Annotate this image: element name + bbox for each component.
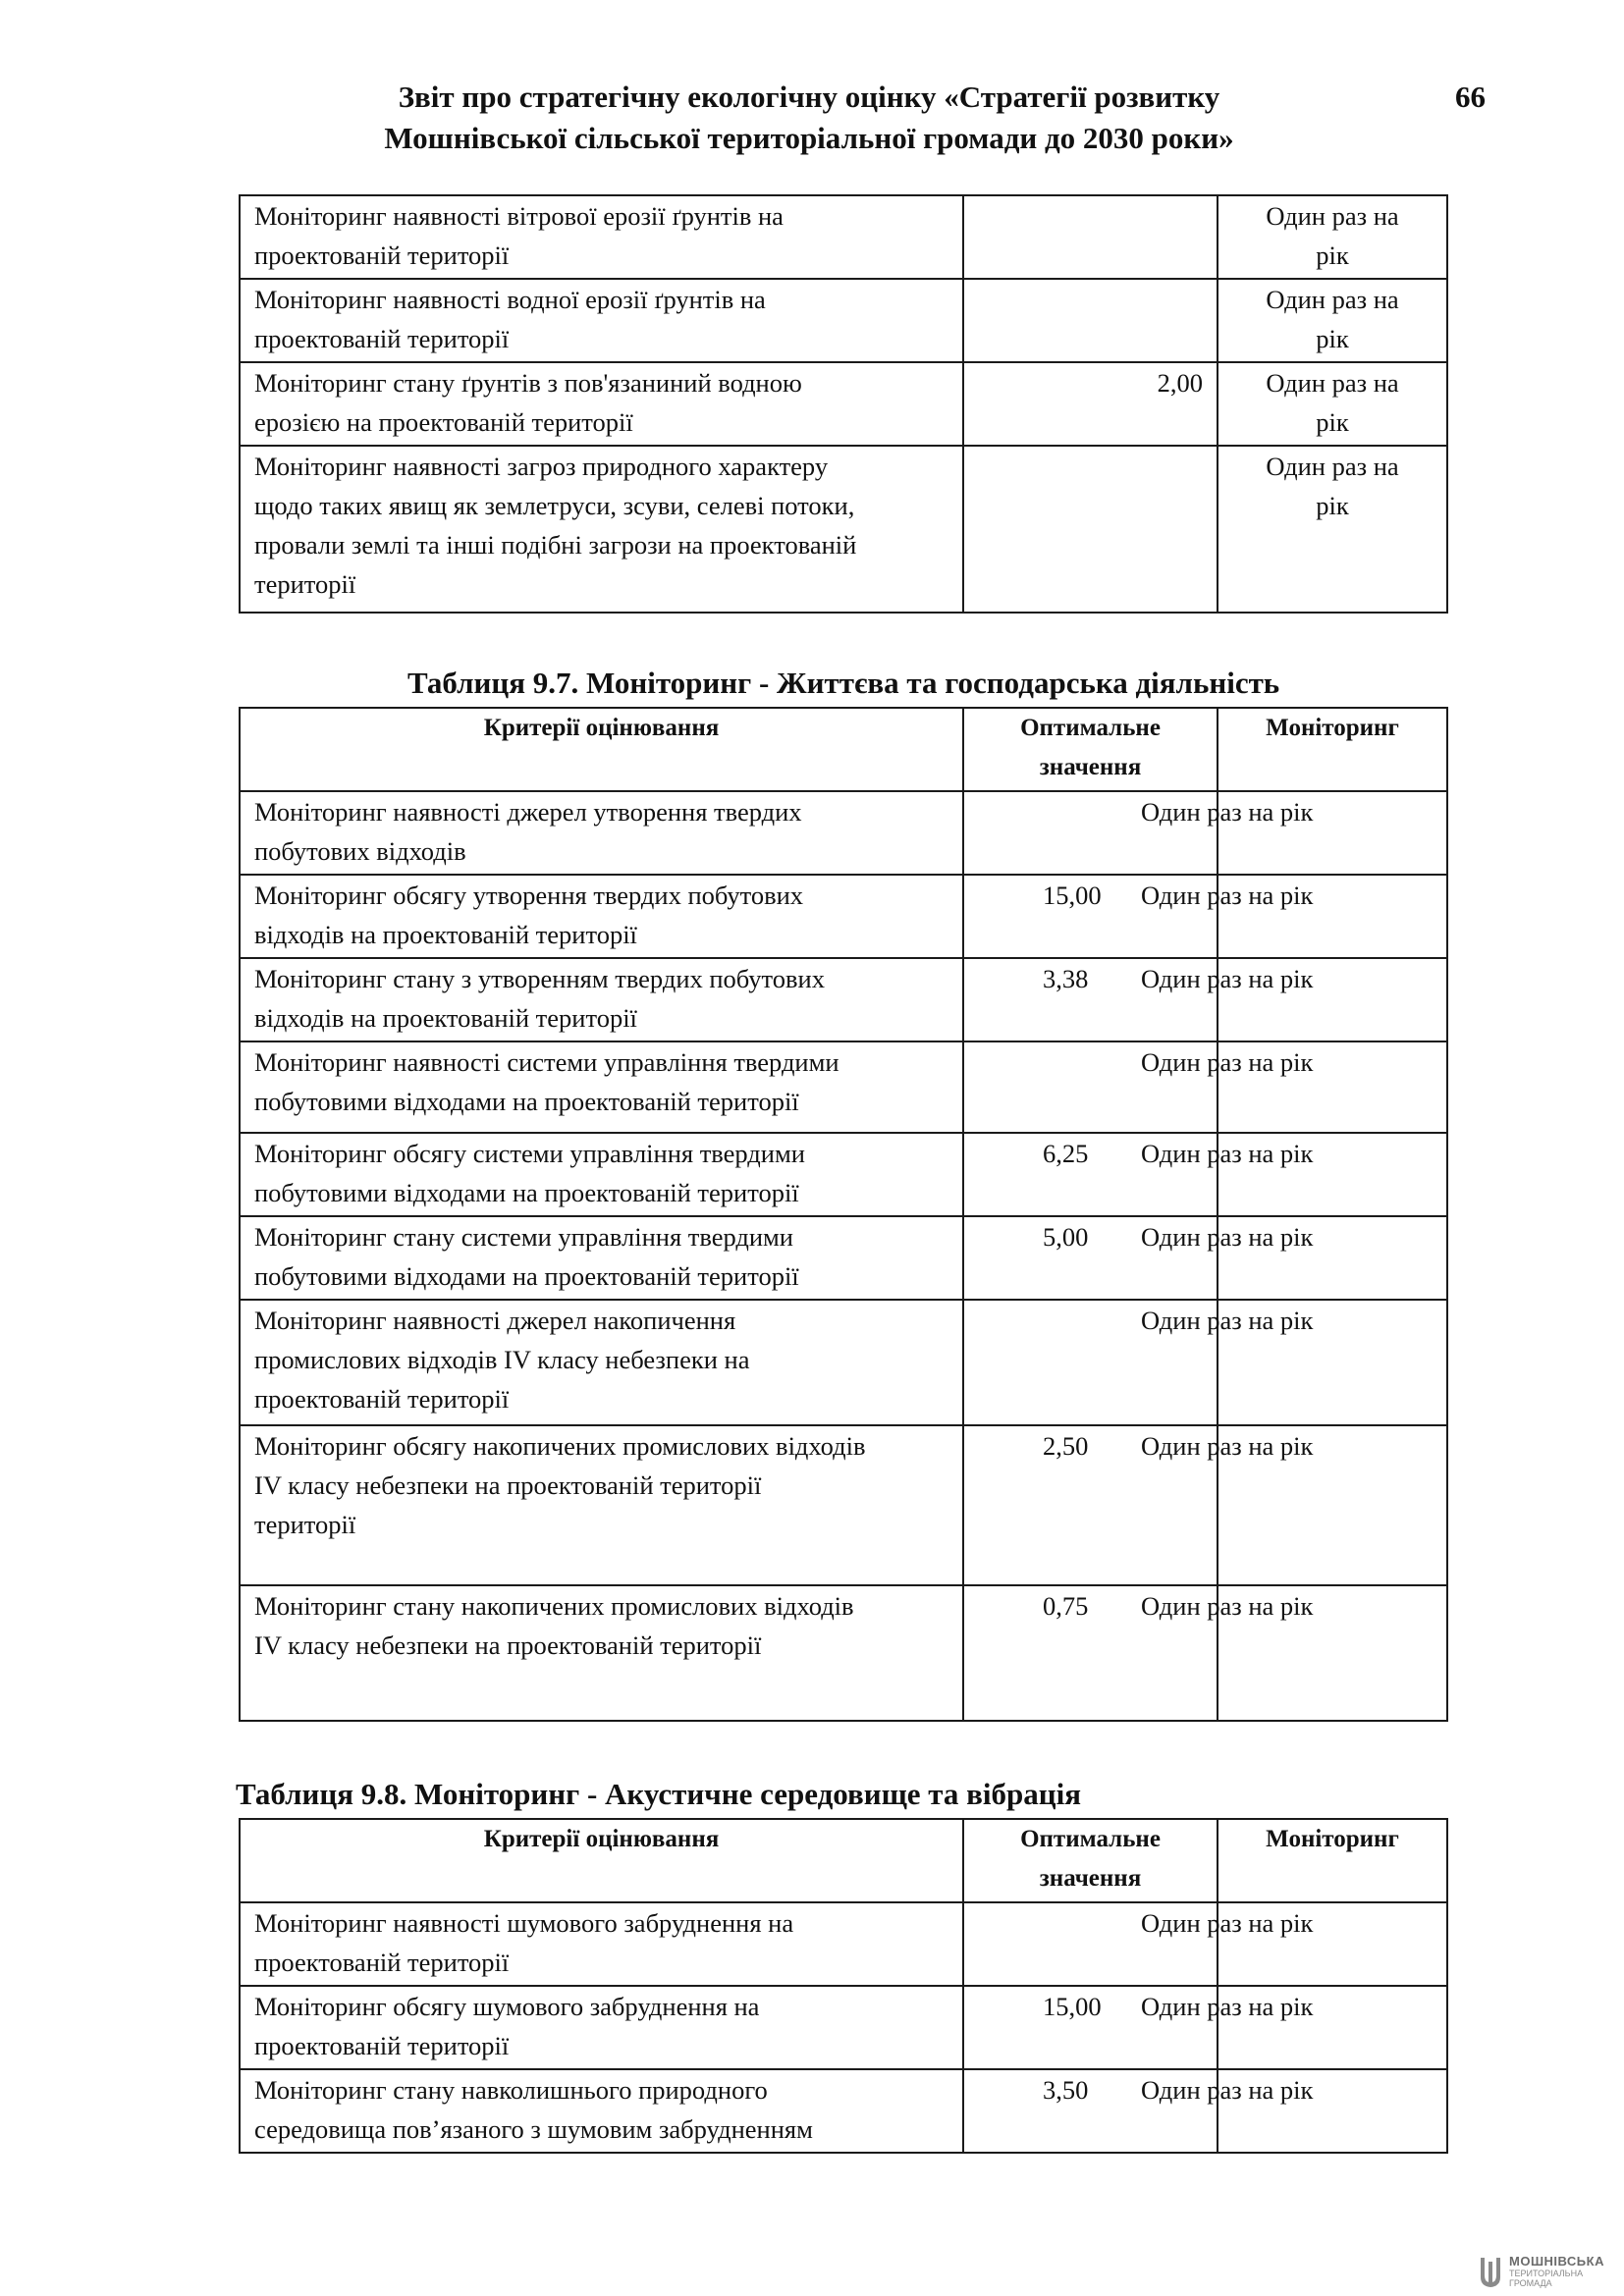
criteria-cell — [240, 875, 963, 958]
life-activity-table — [239, 707, 1448, 1722]
monitoring-frequency: Один раз на рік — [1141, 964, 1314, 993]
header-optimal — [963, 1819, 1218, 1902]
monitoring-cell — [1218, 362, 1447, 446]
logo-line-3: ГРОМАДА — [1509, 2278, 1552, 2288]
table-row — [240, 1585, 1447, 1721]
optimal-value-cell — [963, 1986, 1314, 2069]
header-line-1: Звіт про стратегічну екологічну оцінку «Стратегії розвитку — [398, 80, 1220, 114]
monitoring-line: рік — [1316, 491, 1349, 520]
table-row — [240, 791, 1447, 875]
soil-monitoring-table — [239, 194, 1448, 614]
monitoring-line: Один раз на — [1266, 452, 1399, 481]
optimal-value-cell — [963, 1216, 1314, 1300]
header-monitoring: Моніторинг — [1218, 1819, 1447, 1902]
criteria-line: середовища пов’язаного з шумовим забрудненням — [254, 2114, 813, 2144]
criteria-line: побутовими відходами на проектованій території — [254, 1261, 799, 1291]
criteria-line: відходів на проектованій території — [254, 1003, 637, 1033]
optimal-value-cell — [963, 1425, 1314, 1585]
table-row — [240, 2069, 1447, 2153]
criteria-line: Моніторинг обсягу утворення твердих побутових — [254, 881, 804, 910]
optimal-value-cell — [963, 958, 1314, 1041]
optimal-value-cell — [963, 1133, 1314, 1216]
monitoring-frequency: Один раз на рік — [1141, 1139, 1314, 1168]
table-row — [240, 195, 1447, 279]
criteria-line: території — [254, 569, 356, 599]
header-criteria: Критерії оцінювання — [240, 1819, 963, 1902]
criteria-line: Моніторинг наявності вітрової ерозії ґрунтів на — [254, 201, 784, 231]
monitoring-frequency: Один раз на рік — [1141, 1222, 1314, 1252]
criteria-line: Моніторинг обсягу системи управління твердими — [254, 1139, 805, 1168]
optimal-value-cell — [963, 1902, 1314, 1986]
criteria-line: території — [254, 1510, 356, 1539]
monitoring-line: Один раз на — [1266, 368, 1399, 398]
criteria-line: Моніторинг наявності шумового забруднення на — [254, 1908, 794, 1938]
criteria-cell — [240, 1902, 963, 1986]
criteria-line: проектованій території — [254, 324, 510, 353]
criteria-cell — [240, 1585, 963, 1721]
monitoring-cell — [1218, 791, 1447, 875]
criteria-cell — [240, 1300, 963, 1425]
criteria-line: проектованій території — [254, 1384, 510, 1414]
monitoring-line: рік — [1316, 324, 1349, 353]
criteria-line: проектованій території — [254, 2031, 510, 2060]
header-optimal-line-2: значення — [1039, 1865, 1142, 1892]
table-header-row — [240, 1819, 1447, 1902]
logo-line-2: ТЕРИТОРІАЛЬНА — [1509, 2269, 1584, 2278]
optimal-value-cell — [963, 875, 1314, 958]
criteria-line: IV класу небезпеки на проектованій території — [254, 1630, 762, 1660]
monitoring-cell — [1218, 446, 1447, 613]
criteria-cell — [240, 1216, 963, 1300]
table-row — [240, 1425, 1447, 1585]
criteria-line: побутових відходів — [254, 836, 466, 866]
table-row — [240, 1902, 1447, 1986]
monitoring-frequency: Один раз на рік — [1141, 797, 1314, 827]
optimal-value-cell — [963, 279, 1218, 362]
optimal-value-cell — [963, 195, 1218, 279]
monitoring-frequency: Один раз на рік — [1141, 1431, 1314, 1461]
criteria-line: Моніторинг наявності джерел утворення твердих — [254, 797, 802, 827]
header-optimal — [963, 708, 1218, 791]
criteria-cell — [240, 279, 963, 362]
trident-emblem-icon — [1478, 2256, 1503, 2289]
table-9-8-caption: Таблиця 9.8. Моніторинг - Акустичне середовище та вібрація — [236, 1777, 1081, 1811]
monitoring-cell — [1218, 958, 1447, 1041]
optimal-value-cell — [963, 1585, 1314, 1721]
table-row — [240, 362, 1447, 446]
monitoring-cell — [1218, 875, 1447, 958]
monitoring-frequency: Один раз на рік — [1141, 1908, 1314, 1938]
monitoring-cell — [1218, 1986, 1447, 2069]
optimal-value: 6,25 — [1043, 1139, 1089, 1168]
header-optimal-line-1: Оптимальне — [1020, 715, 1161, 741]
document-header — [240, 77, 1379, 159]
criteria-line: проектованій території — [254, 240, 510, 270]
criteria-cell — [240, 446, 963, 613]
header-monitoring: Моніторинг — [1218, 708, 1447, 791]
criteria-line: Моніторинг стану з утворенням твердих побутових — [254, 964, 825, 993]
optimal-value-cell — [963, 1041, 1314, 1133]
table-row — [240, 1216, 1447, 1300]
criteria-line: відходів на проектованій території — [254, 920, 637, 949]
criteria-line: Моніторинг наявності загроз природного характеру — [254, 452, 829, 481]
criteria-line: проектованій території — [254, 1948, 510, 1977]
monitoring-frequency: Один раз на рік — [1141, 2075, 1314, 2105]
optimal-value-cell — [963, 1300, 1314, 1425]
optimal-value-cell — [963, 2069, 1314, 2153]
criteria-cell — [240, 1986, 963, 2069]
criteria-line: побутовими відходами на проектованій території — [254, 1087, 799, 1116]
monitoring-line: рік — [1316, 407, 1349, 437]
monitoring-cell — [1218, 1041, 1447, 1133]
criteria-cell — [240, 958, 963, 1041]
optimal-value: 0,75 — [1043, 1591, 1089, 1621]
criteria-line: щодо таких явищ як землетруси, зсуви, селеві потоки, — [254, 491, 855, 520]
optimal-value: 3,38 — [1043, 964, 1089, 993]
criteria-line: ерозією на проектованій території — [254, 407, 633, 437]
optimal-value-cell: 2,00 — [963, 362, 1218, 446]
criteria-cell — [240, 791, 963, 875]
monitoring-line: рік — [1316, 240, 1349, 270]
criteria-cell — [240, 1133, 963, 1216]
header-criteria: Критерії оцінювання — [240, 708, 963, 791]
optimal-value: 5,00 — [1043, 1222, 1089, 1252]
criteria-line: Моніторинг наявності водної ерозії ґрунтів на — [254, 285, 766, 314]
monitoring-line: Один раз на — [1266, 201, 1399, 231]
optimal-value: 15,00 — [1043, 1992, 1102, 2021]
table-row — [240, 1133, 1447, 1216]
monitoring-frequency: Один раз на рік — [1141, 1992, 1314, 2021]
community-logo — [1478, 2254, 1615, 2291]
page-number: 66 — [1455, 80, 1486, 114]
criteria-cell — [240, 2069, 963, 2153]
table-row — [240, 1986, 1447, 2069]
monitoring-line: Один раз на — [1266, 285, 1399, 314]
optimal-value: 2,50 — [1043, 1431, 1089, 1461]
table-row — [240, 958, 1447, 1041]
monitoring-cell — [1218, 1902, 1447, 1986]
acoustic-table — [239, 1818, 1448, 2154]
criteria-line: IV класу небезпеки на проектованій території — [254, 1470, 762, 1500]
table-row — [240, 1300, 1447, 1425]
monitoring-frequency: Один раз на рік — [1141, 1047, 1314, 1077]
criteria-line: Моніторинг наявності системи управління твердими — [254, 1047, 839, 1077]
criteria-line: Моніторинг стану ґрунтів з пов'язаниний водною — [254, 368, 802, 398]
monitoring-cell — [1218, 279, 1447, 362]
criteria-line: Моніторинг стану системи управління твердими — [254, 1222, 793, 1252]
monitoring-cell — [1218, 1216, 1447, 1300]
criteria-cell — [240, 195, 963, 279]
header-line-2: Мошнівської сільської територіальної громади до 2030 роки» — [384, 121, 1234, 155]
monitoring-frequency: Один раз на рік — [1141, 881, 1314, 910]
header-optimal-line-2: значення — [1039, 754, 1142, 780]
optimal-value-cell — [963, 446, 1218, 613]
monitoring-cell — [1218, 1425, 1447, 1585]
monitoring-cell — [1218, 1133, 1447, 1216]
criteria-cell — [240, 1041, 963, 1133]
table-row — [240, 279, 1447, 362]
monitoring-cell — [1218, 1300, 1447, 1425]
table-row — [240, 875, 1447, 958]
criteria-cell — [240, 362, 963, 446]
criteria-line: Моніторинг обсягу шумового забруднення на — [254, 1992, 760, 2021]
monitoring-frequency: Один раз на рік — [1141, 1591, 1314, 1621]
criteria-line: провали землі та інші подібні загрози на проектованій — [254, 530, 857, 560]
criteria-line: Моніторинг стану накопичених промислових відходів — [254, 1591, 854, 1621]
monitoring-cell — [1218, 195, 1447, 279]
table-header-row — [240, 708, 1447, 791]
criteria-line: Моніторинг обсягу накопичених промислових відходів — [254, 1431, 866, 1461]
monitoring-cell — [1218, 1585, 1447, 1721]
criteria-line: побутовими відходами на проектованій території — [254, 1178, 799, 1207]
logo-line-1: МОШНІВСЬКА — [1509, 2254, 1604, 2269]
table-row — [240, 1041, 1447, 1133]
monitoring-frequency: Один раз на рік — [1141, 1306, 1314, 1335]
table-row — [240, 446, 1447, 613]
criteria-line: Моніторинг наявності джерел накопичення — [254, 1306, 736, 1335]
optimal-value: 3,50 — [1043, 2075, 1089, 2105]
optimal-value-cell — [963, 791, 1314, 875]
criteria-cell — [240, 1425, 963, 1585]
optimal-value: 15,00 — [1043, 881, 1102, 910]
monitoring-cell — [1218, 2069, 1447, 2153]
criteria-line: Моніторинг стану навколишнього природного — [254, 2075, 768, 2105]
table-9-7-caption: Таблиця 9.7. Моніторинг - Життєва та господарська діяльність — [407, 666, 1280, 700]
header-optimal-line-1: Оптимальне — [1020, 1826, 1161, 1852]
criteria-line: промислових відходів IV класу небезпеки на — [254, 1345, 750, 1374]
